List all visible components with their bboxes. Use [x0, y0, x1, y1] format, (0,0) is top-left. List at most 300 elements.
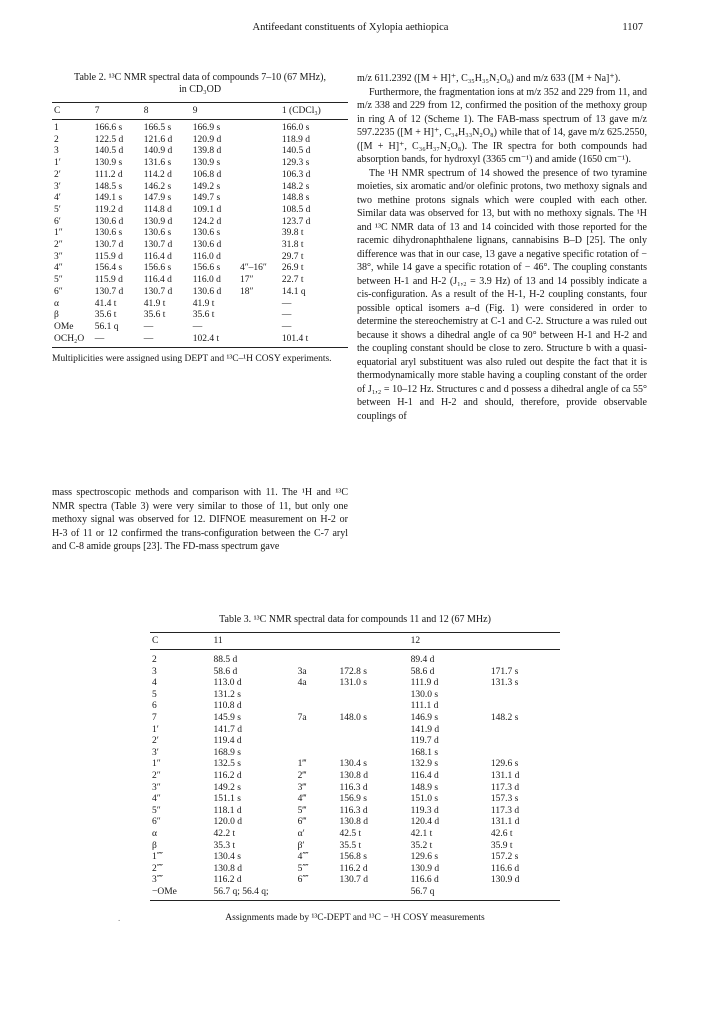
table3-row — [150, 748, 560, 760]
table2-cell: 115.9 d — [94, 275, 123, 286]
table3-cell: 5″ — [152, 805, 161, 816]
table3-cell: 4″ — [152, 794, 161, 805]
table3-row — [150, 806, 560, 818]
table2-cell: — — [143, 321, 154, 332]
table3-cell: 146.9 s — [410, 712, 439, 723]
table3-cell: 113.0 d — [213, 678, 242, 689]
table3-cell — [489, 650, 560, 667]
table2-cell: 130.7 d — [143, 240, 173, 251]
table2-cell: 140.9 d — [143, 146, 173, 157]
table3-cell: 157.2 s — [490, 852, 519, 863]
running-title: Antifeedant constituents of Xylopia aethiopica — [252, 22, 449, 33]
table2-cell: 149.2 s — [192, 181, 221, 192]
table2-cell: 130.7 d — [143, 286, 173, 297]
table3-cell: 42.5 t — [339, 828, 362, 839]
stray-mark: . — [118, 913, 121, 923]
table3-row — [150, 725, 560, 737]
table2-header-cell — [238, 103, 280, 120]
table2-cell: 2′ — [54, 169, 61, 180]
table2-cell: 130.6 s — [192, 228, 221, 239]
table2-row — [52, 310, 348, 322]
table2-cell: 129.3 s — [281, 158, 310, 169]
table3-cell: 42.6 t — [490, 828, 513, 839]
table2-cell: 35.6 t — [143, 310, 166, 321]
table2-caption — [52, 72, 348, 96]
table2-cell: 3″ — [54, 251, 63, 262]
table3-cell: 130.7 d — [339, 875, 369, 886]
table3-cell: 42.2 t — [213, 828, 236, 839]
table3-cell — [296, 701, 338, 713]
table3-cell: 120.4 d — [410, 817, 440, 828]
table3-cell: 4 — [152, 678, 157, 689]
table2-cell: 41.9 t — [143, 298, 166, 309]
left-column-bottom — [52, 486, 348, 554]
table3-row — [150, 864, 560, 876]
table3-cell: 111.9 d — [410, 678, 439, 689]
table2-cell: 140.5 d — [94, 146, 124, 157]
table3-cell: 58.6 d — [213, 666, 238, 677]
table3-cell: 132.5 s — [213, 759, 241, 770]
table3-cell — [296, 736, 338, 748]
table3-cell: 4⁗ — [297, 852, 309, 863]
table2-header-cell: 1 (CDCl₃) — [280, 103, 348, 120]
table2-cell: 130.6 d — [94, 216, 124, 227]
table3-cell: 6″ — [152, 817, 161, 828]
table2-cell: 130.6 d — [192, 240, 222, 251]
table3-cell: 149.2 s — [213, 782, 241, 793]
table3-cell: 35.5 t — [339, 840, 362, 851]
table2-cell: — — [281, 310, 292, 321]
table3-cell: 5 — [152, 689, 157, 700]
table3-cell: 7a — [297, 712, 307, 723]
table2-header-cell: 7 — [93, 103, 142, 120]
table2-cell: — — [281, 298, 292, 309]
table3-cell — [296, 650, 338, 667]
table2-cell: α — [54, 298, 59, 309]
table2-cell: 26.9 t — [281, 263, 304, 274]
table3-cell: 5⁗ — [297, 863, 309, 874]
table3-cell: 118.1 d — [213, 805, 242, 816]
table3-cell: 1″ — [152, 759, 161, 770]
table3-cell: 130.8 d — [339, 817, 369, 828]
table3-cell: 3″ — [152, 782, 161, 793]
table3-row — [150, 817, 560, 829]
table2-cell: 22.7 t — [281, 275, 304, 286]
table2-cell: 1″ — [54, 228, 63, 239]
table3-cell: 168.9 s — [213, 747, 241, 758]
table2-cell — [238, 146, 280, 158]
table2-cell — [238, 135, 280, 147]
table3-cell: 2‴ — [297, 770, 307, 781]
table3-cell: 35.2 t — [410, 840, 433, 851]
table3-block — [150, 614, 560, 923]
table3-cell: 151.1 s — [213, 794, 241, 805]
table3-row — [150, 759, 560, 771]
table3-cell: 4a — [297, 678, 307, 689]
table3-cell: 3‴ — [297, 782, 307, 793]
table3-row — [150, 701, 560, 713]
table3-cell: 131.1 d — [490, 817, 520, 828]
table3-cell: 6‴ — [297, 817, 307, 828]
table3-row — [150, 650, 560, 667]
table3-cell: 141.7 d — [213, 724, 242, 735]
table3-cell — [338, 701, 409, 713]
table3-cell — [338, 690, 409, 702]
table2-cell: 156.4 s — [94, 263, 123, 274]
table3-cell: 156.9 s — [339, 794, 367, 805]
table2-cell: 41.9 t — [192, 298, 215, 309]
table2-cell: 166.5 s — [143, 123, 172, 133]
table2-row — [52, 158, 348, 170]
table2-cell: 101.4 t — [280, 334, 348, 348]
table2-cell — [238, 240, 280, 252]
table2-note: Multiplicities were assigned using DEPT and ¹³C–¹H COSY experiments. — [52, 354, 332, 365]
table2-cell: 116.0 d — [192, 275, 221, 286]
table2-cell: 17″ — [239, 275, 254, 286]
table2-row — [52, 217, 348, 229]
table3-cell: 116.2 d — [213, 770, 242, 781]
table3-cell — [338, 736, 409, 748]
table2-cell: 146.2 s — [143, 181, 172, 192]
table2-cell: 140.5 d — [281, 146, 311, 157]
table2-cell: 148.8 s — [281, 193, 310, 204]
table3-cell: 116.6 d — [490, 863, 520, 874]
table3-row — [150, 783, 560, 795]
table2-cell: — — [93, 334, 142, 348]
table3-cell: 1⁗ — [152, 852, 164, 863]
table3-cell: 130.4 s — [213, 852, 241, 863]
table2-cell: 156.6 s — [192, 263, 221, 274]
table3-cell: 6 — [152, 701, 157, 712]
table2-cell — [238, 182, 280, 194]
table3-cell: 141.9 d — [410, 724, 440, 735]
table3-cell: 156.8 s — [339, 852, 367, 863]
table3-cell: 145.9 s — [213, 712, 241, 723]
table3-cell — [296, 748, 338, 760]
table2-cell: 106.8 d — [192, 169, 222, 180]
table2-cell: 5′ — [54, 204, 61, 215]
table3-cell: 116.3 d — [339, 805, 368, 816]
table2-cell: 122.5 d — [94, 134, 124, 145]
table2-cell: 6″ — [54, 286, 63, 297]
table2-row — [52, 170, 348, 182]
table2-cell — [238, 170, 280, 182]
table2-row — [52, 182, 348, 194]
table3-header-cell — [338, 633, 409, 650]
table3-row — [150, 667, 560, 679]
table3-row — [150, 829, 560, 841]
table2-row — [52, 228, 348, 240]
table2-cell: 102.4 t — [191, 334, 238, 348]
table3-cell: 3a — [297, 666, 307, 677]
table2-row — [52, 240, 348, 252]
table2-cell: 5″ — [54, 275, 63, 286]
table3-cell: 5‴ — [297, 805, 307, 816]
table3-cell: 131.0 s — [339, 678, 367, 689]
table3-cell: 117.3 d — [490, 805, 520, 816]
table3-cell: 130.0 s — [410, 689, 439, 700]
table3-row — [150, 771, 560, 783]
table2-cell: 156.6 s — [143, 263, 172, 274]
table3-cell: 116.2 d — [339, 863, 368, 874]
table2-cell: 3′ — [54, 181, 61, 192]
table3-header-cell: 11 — [212, 633, 296, 650]
table3-header-cell — [489, 633, 560, 650]
table2-cell: 2″ — [54, 240, 63, 251]
table3-cell: 2′ — [152, 736, 159, 747]
table3-cell: 116.2 d — [213, 875, 242, 886]
table2-cell: 3 — [54, 146, 59, 157]
table2-cell: 116.0 d — [192, 251, 221, 262]
table3-cell: 157.3 s — [490, 794, 519, 805]
table3-cell — [489, 690, 560, 702]
table2-row — [52, 205, 348, 217]
table3-cell: −OMe — [150, 887, 212, 901]
right-paragraph-1: m/z 611.2392 ([M + H]⁺, C₃₅H₃₅N₂O₈) and m/z 633 ([M + Na]⁺). — [357, 73, 621, 84]
table3-cell: α′ — [297, 828, 305, 839]
table2-cell: 106.3 d — [281, 169, 311, 180]
table3-cell: 89.4 d — [410, 655, 435, 665]
table3-cell: 132.9 s — [410, 759, 439, 770]
table3-cell: 131.1 d — [490, 770, 520, 781]
table2-cell: 166.9 s — [192, 123, 221, 133]
table2-row — [52, 135, 348, 147]
table3-cell: 6⁗ — [297, 875, 309, 886]
table3-header-cell — [296, 633, 338, 650]
table3-row — [150, 841, 560, 853]
table2-cell: 166.0 s — [281, 123, 310, 133]
table2-cell: 115.9 d — [94, 251, 123, 262]
table3-header-cell: C — [150, 633, 212, 650]
table2-cell — [238, 158, 280, 170]
table2-cell: 35.6 t — [94, 310, 117, 321]
table2-header-cell: 8 — [142, 103, 191, 120]
table3-cell — [489, 725, 560, 737]
table2-cell: 4″–16″ — [239, 263, 267, 274]
table3-cell — [296, 887, 338, 901]
table2-row — [52, 252, 348, 264]
table3-header-cell: 12 — [409, 633, 489, 650]
table3-cell: 56.7 q; 56.4 q; — [212, 887, 296, 901]
table2-cell — [238, 299, 280, 311]
table2-cell — [238, 217, 280, 229]
table2-cell: 131.6 s — [143, 158, 172, 169]
table3-cell: 111.1 d — [410, 701, 439, 712]
table2-cell: 116.4 d — [143, 275, 172, 286]
table2-row — [52, 299, 348, 311]
table2-cell: 148.2 s — [281, 181, 310, 192]
table2-cell: — — [142, 334, 191, 348]
table2-row — [52, 263, 348, 275]
table3-caption: Table 3. ¹³C NMR spectral data for compounds 11 and 12 (67 MHz) — [219, 614, 491, 625]
table2-row — [52, 287, 348, 299]
table3-cell: 131.3 s — [490, 678, 519, 689]
table2-cell: 149.7 s — [192, 193, 221, 204]
table2-cell: 109.1 d — [192, 204, 222, 215]
table3-cell: 116.6 d — [410, 875, 439, 886]
table3-row — [150, 794, 560, 806]
table2-cell: 2 — [54, 134, 59, 145]
table3-cell: 3′ — [152, 747, 159, 758]
table3-cell: 4‴ — [297, 794, 307, 805]
table3-cell: 171.7 s — [490, 666, 519, 677]
table3-cell: 119.3 d — [410, 805, 439, 816]
table3-cell: 119.4 d — [213, 736, 242, 747]
table2-cell: 123.7 d — [281, 216, 311, 227]
table3-row — [150, 875, 560, 887]
table3-cell — [489, 736, 560, 748]
table2-cell: 1′ — [54, 158, 61, 169]
table2-cell: 148.5 s — [94, 181, 123, 192]
table2-cell: 108.5 d — [281, 204, 311, 215]
table2-cell: 56.1 q — [94, 321, 119, 332]
table2-cell: 166.6 s — [94, 123, 123, 133]
table2-cell: — — [192, 321, 203, 332]
table2-cell: 147.9 s — [143, 193, 172, 204]
table2-cell: 130.9 d — [143, 216, 173, 227]
table3-cell: 58.6 d — [410, 666, 435, 677]
table2-cell: 114.8 d — [143, 204, 172, 215]
table2-cell: 130.7 d — [94, 240, 124, 251]
table2-cell: 118.9 d — [281, 134, 311, 145]
table3-cell: 7 — [152, 712, 157, 723]
table3-cell: 35.9 t — [490, 840, 513, 851]
table3-cell: 116.3 d — [339, 782, 368, 793]
table2-cell: 39.8 t — [281, 228, 304, 239]
table2-row — [52, 193, 348, 205]
table2-cell: — — [281, 321, 292, 332]
table2-cell: 124.2 d — [192, 216, 222, 227]
table3-cell: 117.3 d — [490, 782, 520, 793]
table3-cell — [489, 701, 560, 713]
right-column-top — [357, 72, 647, 423]
table2-cell: β — [54, 310, 59, 321]
table2-cell: 41.4 t — [94, 298, 117, 309]
table3-cell: 3 — [152, 666, 157, 677]
table2-row — [52, 275, 348, 287]
table2-header-cell: C — [52, 103, 93, 120]
table3-cell: 1‴ — [297, 759, 307, 770]
table2-cell: 121.6 d — [143, 134, 173, 145]
table2-cell — [238, 310, 280, 322]
table3-cell: 168.1 s — [410, 747, 439, 758]
table3-cell: 2 — [152, 655, 157, 665]
table3-cell: 56.7 q — [409, 887, 489, 901]
table2-cell: 4′ — [54, 193, 61, 204]
table3-cell — [338, 650, 409, 667]
table3-cell: β′ — [297, 840, 305, 851]
table3-cell: 120.0 d — [213, 817, 242, 828]
table3-cell: 151.0 s — [410, 794, 439, 805]
table3-row — [150, 887, 560, 901]
table3-cell — [338, 725, 409, 737]
table2-cell: 139.8 d — [192, 146, 222, 157]
table3-cell: 130.9 d — [410, 863, 440, 874]
right-paragraph-2: Furthermore, the fragmentation ions at m/z 352 and 229 from 11, and m/z 338 and 229 from 12, confirmed the position of the methoxy group in ring A of 12 (Scheme 1). The FAB-mass spectrum of 13 gave m/z 597.2235 ([M + H]⁺, C₃₄H₃₃N₂O₈) while that of 14, gave m/z 625.2550, ([M + H]⁺, C₃₆H₃₇N₂O₈). The IR spectra for both compounds had absorption bands, for hydroxyl (3365 cm⁻¹) and amide (1650 cm⁻¹). — [357, 86, 647, 165]
table2-cell: 6′ — [54, 216, 61, 227]
table2-row — [52, 120, 348, 135]
table3-cell: 131.2 s — [213, 689, 241, 700]
table2-cell — [238, 252, 280, 264]
table2-cell: 114.2 d — [143, 169, 172, 180]
table3-cell — [489, 887, 560, 901]
table2-header-cell: 9 — [191, 103, 238, 120]
table3-cell: 2″ — [152, 770, 161, 781]
table2-cell: 130.9 s — [94, 158, 123, 169]
table2-block — [52, 72, 348, 365]
right-paragraph-3: The ¹H NMR spectrum of 14 showed the presence of two tyramine moieties, six aromatic and/or olefinic protons, two methoxy signals and two methine protons signals which were coupled with each other. Similar data was observed for 13, but with no methoxy signals. The ¹H and ¹³C NMR data of 13 and 14 coincided with those reported for the racemic dihydronaphthalene lignans, cannabisins B–D [25]. The only difference was that in our case, 13 gave a negative specific rotation of − 38°, while 14 gave a specific rotation of − 46°. The coupling constants between H-1 and H-2 (J₁,₂ = 3.9 Hz) of 13 and 14 possibly indicate a cis-configuration. As a result of the H-1, H-2 coupling constants, four possible optical isomers a–d (Fig. 1) were considered in order to determine the stereochemistry at C-1 and C-2. Structure a was ruled out because it shows a dihedral angle of ca 90° between H-1 and H-2 and the coupling constant should be close to zero. Structure b with a quasi-equatorial aryl substituent was also ruled out despite the fact that it is thermodynamically more stable having a coupling constant of the order of J₁,₂ = 10–12 Hz. Structures c and d possess a dihedral angle of ca 55° between H-1 and H-2 and should, therefore, provide observable couplings of — [357, 167, 647, 422]
table2-cell — [238, 322, 280, 334]
table3-cell: α — [152, 828, 157, 839]
table2-cell: 130.6 s — [143, 228, 172, 239]
table3-cell: 148.9 s — [410, 782, 439, 793]
table3-row — [150, 852, 560, 864]
table3-cell: 172.8 s — [339, 666, 367, 677]
table2-caption-line2: in CD₃OD — [178, 84, 222, 95]
table3-cell: 130.8 d — [339, 770, 369, 781]
table3-footer: Assignments made by ¹³C-DEPT and ¹³C − ¹H COSY measurements — [225, 913, 485, 924]
table2-cell: 35.6 t — [192, 310, 215, 321]
page-number: 1107 — [622, 22, 643, 33]
table3-cell: 35.3 t — [213, 840, 236, 851]
table2-cell: 130.9 s — [192, 158, 221, 169]
table2-row — [52, 146, 348, 158]
table3-cell: 129.6 s — [410, 852, 439, 863]
table3-cell: 130.8 d — [213, 863, 242, 874]
table3-cell: 2⁗ — [152, 863, 164, 874]
table3-cell: 130.9 d — [490, 875, 520, 886]
table2-row — [52, 322, 348, 334]
table3-cell: 1′ — [152, 724, 159, 735]
table2-cell: OMe — [54, 321, 74, 332]
table3-cell — [296, 690, 338, 702]
table3-cell: 148.2 s — [490, 712, 519, 723]
table2-cell: 31.8 t — [281, 240, 304, 251]
table3-row — [150, 690, 560, 702]
table2-cell: 149.1 s — [94, 193, 123, 204]
table2-cell: 120.9 d — [192, 134, 222, 145]
table3-cell: 129.6 s — [490, 759, 519, 770]
table2-cell: OCH₂O — [52, 334, 93, 348]
table3 — [150, 632, 560, 901]
table2-caption-line1: Table 2. ¹³C NMR spectral data of compounds 7–10 (67 MHz), — [74, 72, 326, 83]
table3-row — [150, 736, 560, 748]
table2-cell: 29.7 t — [281, 251, 304, 262]
table2-cell — [238, 193, 280, 205]
table3-cell — [489, 748, 560, 760]
table3-cell — [296, 725, 338, 737]
table3-cell: 88.5 d — [213, 655, 238, 665]
table3-cell — [338, 748, 409, 760]
table2-cell: 1 — [54, 123, 59, 133]
table2-row — [52, 334, 348, 348]
table2-cell: 130.7 d — [94, 286, 124, 297]
table2-cell: 14.1 q — [281, 286, 306, 297]
table3-cell: β — [152, 840, 157, 851]
table2-cell: 130.6 d — [192, 286, 222, 297]
table3-cell: 119.7 d — [410, 736, 439, 747]
table3-cell: 148.0 s — [339, 712, 367, 723]
table2-cell — [238, 205, 280, 217]
table2-cell — [238, 334, 280, 348]
left-paragraph: mass spectroscopic methods and comparison with 11. The ¹H and ¹³C NMR spectra (Table 3) were very similar to those of 11, but only one methoxy signal was observed for 12. DIFNOE measurement on H-2 or H-3 of 11 or 12 confirmed the trans-configuration between the C-7 aryl and C-8 amide groups [23]. The FD-mass spectrum gave — [52, 487, 348, 552]
table3-cell: 42.1 t — [410, 828, 433, 839]
table2-cell: 111.2 d — [94, 169, 123, 180]
table2 — [52, 102, 348, 348]
table2-cell: 4″ — [54, 263, 63, 274]
table3-cell: 116.4 d — [410, 770, 439, 781]
table2-cell: 116.4 d — [143, 251, 172, 262]
